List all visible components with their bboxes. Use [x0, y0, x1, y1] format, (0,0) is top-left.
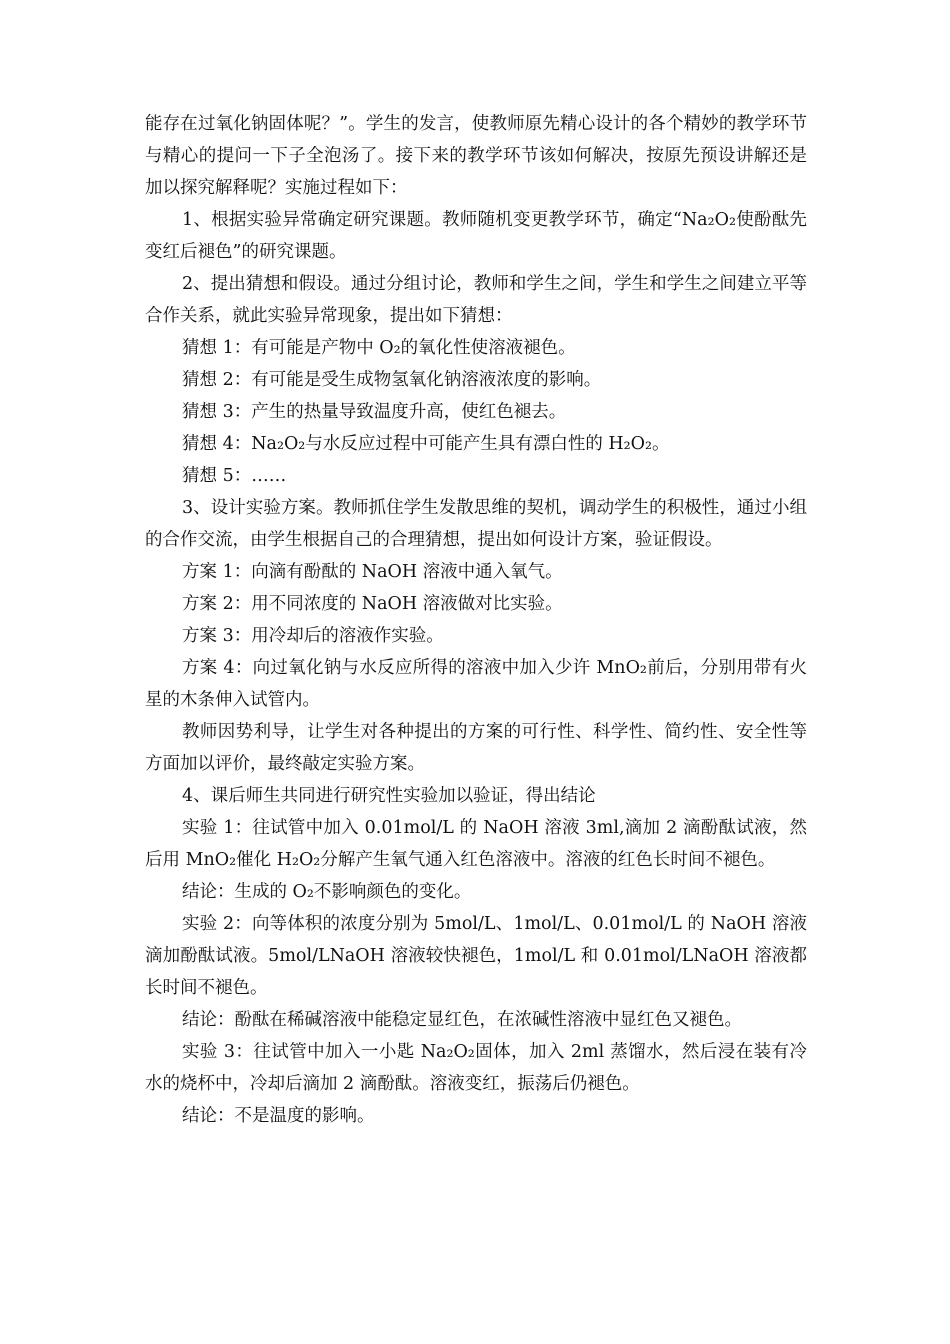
- paragraph-step-1: 1、根据实验异常确定研究课题。教师随机变更教学环节，确定“Na₂O₂使酚酞先变红后褪色”的研究课题。: [145, 210, 807, 262]
- plan-1: 方案 1：向滴有酚酞的 NaOH 溶液中通入氧气。: [182, 562, 563, 582]
- hypothesis-5: 猜想 5：……: [182, 466, 287, 486]
- experiment-3: 实验 3：往试管中加入一小匙 Na₂O₂固体，加入 2ml 蒸馏水，然后浸在装有冷水的烧杯中，冷却后滴加 2 滴酚酞。溶液变红，振荡后仍褪色。: [145, 1042, 807, 1094]
- conclusion-2: 结论：酚酞在稀碱溶液中能稳定显红色，在浓碱性溶液中显红色又褪色。: [182, 1010, 742, 1030]
- plan-2: 方案 2：用不同浓度的 NaOH 溶液做对比实验。: [182, 594, 563, 614]
- conclusion-3: 结论：不是温度的影响。: [182, 1106, 375, 1126]
- paragraph-step-2: 2、提出猜想和假设。通过分组讨论，教师和学生之间，学生和学生之间建立平等合作关系，就此实验异常现象，提出如下猜想：: [145, 274, 807, 326]
- hypothesis-2: 猜想 2：有可能是受生成物氢氧化钠溶液浓度的影响。: [182, 370, 602, 390]
- plan-3: 方案 3：用冷却后的溶液作实验。: [182, 626, 444, 646]
- conclusion-1: 结论：生成的 O₂不影响颜色的变化。: [182, 882, 472, 902]
- hypothesis-4: 猜想 4：Na₂O₂与水反应过程中可能产生具有漂白性的 H₂O₂。: [182, 434, 670, 454]
- paragraph-step-4: 4、课后师生共同进行研究性实验加以验证，得出结论: [182, 786, 596, 806]
- document-body: [145, 108, 807, 1132]
- plan-4: 方案 4：向过氧化钠与水反应所得的溶液中加入少许 MnO₂前后，分别用带有火星的木条伸入试管内。: [145, 658, 807, 710]
- experiment-2: 实验 2：向等体积的浓度分别为 5mol/L、1mol/L、0.01mol/L 的 NaOH 溶液滴加酚酞试液。5mol/LNaOH 溶液较快褪色，1mol/L 和 0.01mol/LNaOH 溶液都长时间不褪色。: [145, 914, 807, 998]
- paragraph-step-3: 3、设计实验方案。教师抓住学生发散思维的契机，调动学生的积极性，通过小组的合作交流，由学生根据自己的合理猜想，提出如何设计方案，验证假设。: [145, 498, 807, 550]
- experiment-1: 实验 1：往试管中加入 0.01mol/L 的 NaOH 溶液 3ml,滴加 2 滴酚酞试液，然后用 MnO₂催化 H₂O₂分解产生氧气通入红色溶液中。溶液的红色长时间不褪色。: [145, 818, 807, 870]
- hypothesis-3: 猜想 3：产生的热量导致温度升高，使红色褪去。: [182, 402, 567, 422]
- hypothesis-1: 猜想 1：有可能是产物中 O₂的氧化性使溶液褪色。: [182, 338, 576, 358]
- paragraph-continuation: 能存在过氧化钠固体呢？”。学生的发言，使教师原先精心设计的各个精妙的教学环节与精心的提问一下子全泡汤了。接下来的教学环节该如何解决，按原先预设讲解还是加以探究解释呢？实施过程如下：: [145, 114, 807, 198]
- paragraph-evaluation: 教师因势利导，让学生对各种提出的方案的可行性、科学性、简约性、安全性等方面加以评价，最终敲定实验方案。: [145, 722, 807, 774]
